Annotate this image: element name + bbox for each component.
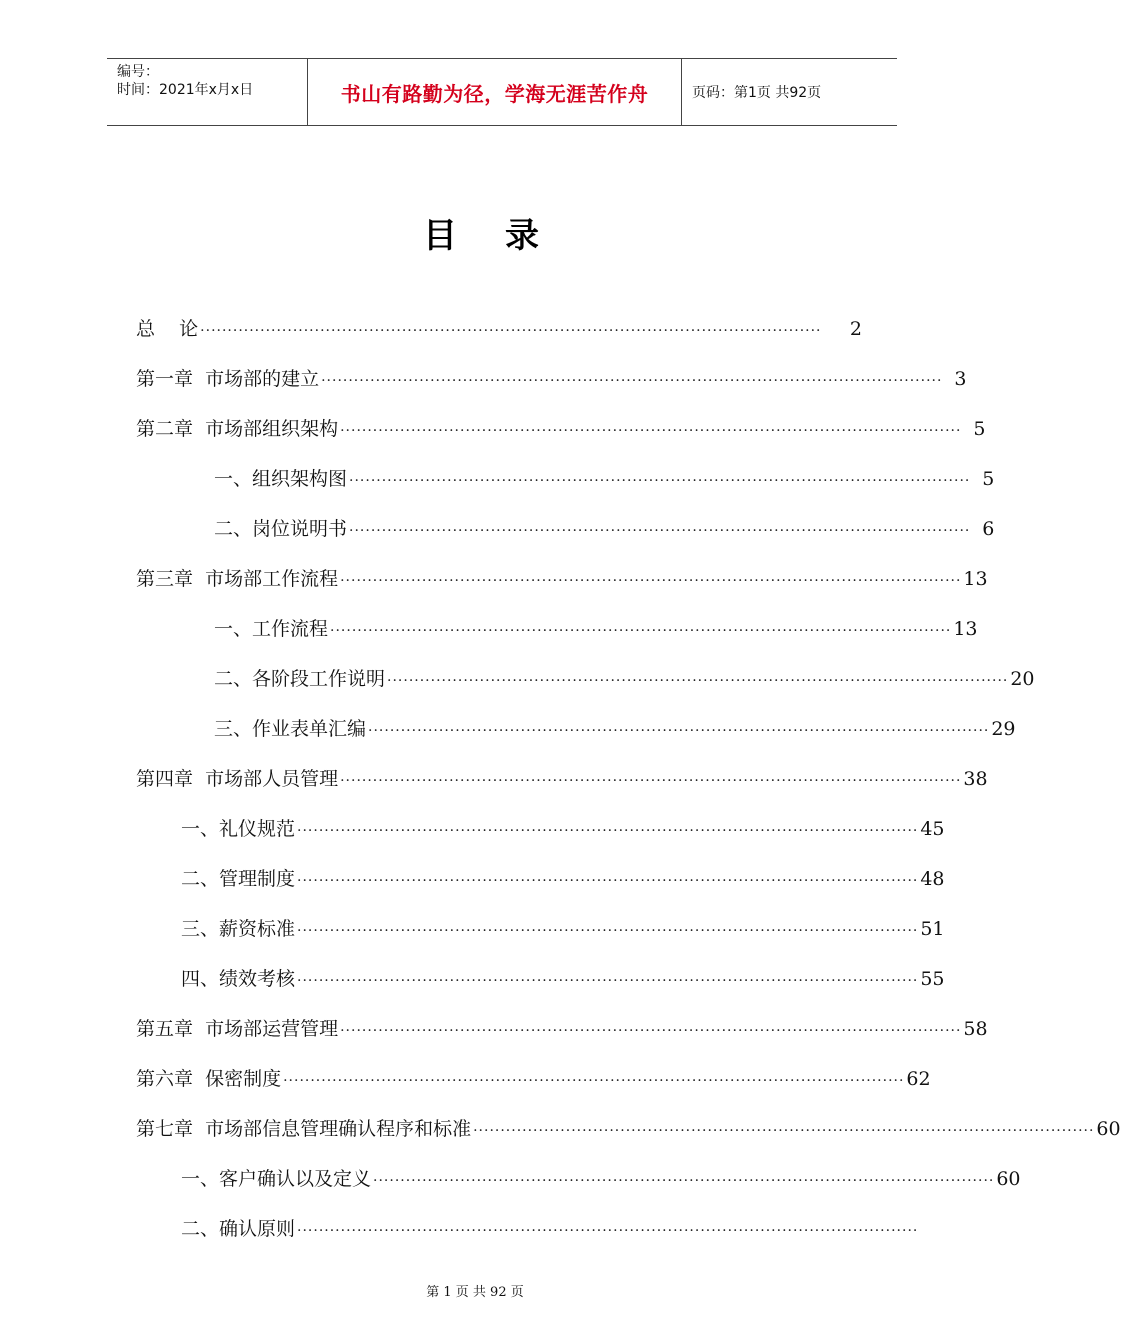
toc-entry[interactable] <box>181 914 945 944</box>
toc-leader-dots: ·················································································································· <box>340 573 962 589</box>
toc-entry-label: 一、工作流程 <box>214 618 329 640</box>
toc-leader-dots: ·················································································································· <box>297 823 919 839</box>
header-meta <box>107 59 308 125</box>
toc-entry-page: 48 <box>920 868 945 890</box>
page-footer: 第 1 页 共 92 页 <box>426 1285 524 1300</box>
toc-entry-label: 一、礼仪规范 <box>181 818 296 840</box>
toc-leader-dots: ·················································································································· <box>340 773 962 789</box>
toc-entry-label: 二、各阶段工作说明 <box>214 668 386 690</box>
toc-entry-page: 51 <box>920 918 945 940</box>
toc-entry-page: 13 <box>963 568 988 590</box>
toc-entry-label: 二、管理制度 <box>181 868 296 890</box>
toc-entry[interactable] <box>136 764 988 794</box>
toc-entry-page: 38 <box>963 768 988 790</box>
toc-entry[interactable] <box>136 1014 988 1044</box>
toc-entry[interactable] <box>136 364 967 394</box>
toc-leader-dots: ·················································································································· <box>368 723 990 739</box>
toc-entry[interactable] <box>214 714 1016 744</box>
toc-entry-label: 三、薪资标准 <box>181 918 296 940</box>
toc-entry-page: 55 <box>920 968 945 990</box>
date-label: 时间：2021年x月x日 <box>117 82 254 98</box>
toc-entry-page: 45 <box>920 818 945 840</box>
page-header <box>107 58 897 126</box>
toc-entry[interactable] <box>214 664 1035 694</box>
toc-entry-page: 60 <box>1096 1118 1121 1140</box>
toc-entry[interactable] <box>214 614 978 644</box>
toc-entry-label: 第七章 市场部信息管理确认程序和标准 <box>136 1118 472 1140</box>
toc-entry-label: 第二章 市场部组织架构 <box>136 418 339 440</box>
toc-leader-dots: ·················································································································· <box>349 473 971 489</box>
toc-leader-dots: ·················································································································· <box>330 623 952 639</box>
toc-leader-dots: ·················································································································· <box>473 1123 1095 1139</box>
toc-entry-page: 29 <box>991 718 1016 740</box>
toc-entry-label: 三、作业表单汇编 <box>214 718 367 740</box>
toc-entry-label: 第四章 市场部人员管理 <box>136 768 339 790</box>
toc-entry-label: 第六章 保密制度 <box>136 1068 282 1090</box>
toc-entry-page: 3 <box>954 368 967 390</box>
toc-leader-dots: ·················································································································· <box>321 373 943 389</box>
toc-leader-dots: ·················································································································· <box>340 1023 962 1039</box>
header-page-info: 页码：第1页 共92页 <box>692 85 822 101</box>
toc-entry-page: 20 <box>1010 668 1035 690</box>
toc-entry[interactable] <box>136 1114 1121 1144</box>
toc-entry[interactable] <box>136 564 988 594</box>
toc-entry[interactable] <box>136 314 862 344</box>
toc-leader-dots: ·················································································································· <box>200 323 822 339</box>
toc-entry-page: 58 <box>963 1018 988 1040</box>
toc-leader-dots: ·················································································································· <box>297 923 919 939</box>
page-title: 目录 <box>423 216 587 256</box>
toc-entry[interactable] <box>214 514 995 544</box>
toc-leader-dots: ·················································································································· <box>297 1223 919 1239</box>
toc-entry-label: 第一章 市场部的建立 <box>136 368 320 390</box>
toc-entry[interactable] <box>136 1064 931 1094</box>
toc-entry-page: 62 <box>906 1068 931 1090</box>
toc-entry-page: 5 <box>973 418 986 440</box>
toc-entry-label: 一、组织架构图 <box>214 468 348 490</box>
toc-leader-dots: ·················································································································· <box>387 673 1009 689</box>
toc-entry-label: 第五章 市场部运营管理 <box>136 1018 339 1040</box>
toc-entry[interactable] <box>181 1214 919 1244</box>
toc-leader-dots: ·················································································································· <box>297 973 919 989</box>
toc-leader-dots: ·················································································································· <box>373 1173 995 1189</box>
toc-entry[interactable] <box>181 1164 1021 1194</box>
toc-entry-label: 二、确认原则 <box>181 1218 296 1240</box>
toc-leader-dots: ·················································································································· <box>297 873 919 889</box>
toc-leader-dots: ·················································································································· <box>340 423 962 439</box>
toc-entry-label: 二、岗位说明书 <box>214 518 348 540</box>
toc-entry-page: 13 <box>953 618 978 640</box>
toc-entry[interactable] <box>181 814 945 844</box>
toc-leader-dots: ·················································································································· <box>349 523 971 539</box>
toc-entry-label: 四、绩效考核 <box>181 968 296 990</box>
header-motto: 书山有路勤为径，学海无涯苦作舟 <box>308 59 682 125</box>
toc-entry[interactable] <box>214 464 995 494</box>
toc-entry[interactable] <box>136 414 986 444</box>
toc-entry-label: 总 论 <box>136 318 199 340</box>
toc-entry-label: 第三章 市场部工作流程 <box>136 568 339 590</box>
toc-entry-label: 一、客户确认以及定义 <box>181 1168 372 1190</box>
doc-number-label: 编号： <box>117 64 159 80</box>
toc-entry-page: 2 <box>849 318 862 340</box>
toc-entry[interactable] <box>181 964 945 994</box>
toc-entry-page: 6 <box>982 518 995 540</box>
toc-entry[interactable] <box>181 864 945 894</box>
toc-entry-page: 5 <box>982 468 995 490</box>
toc-entry-page: 60 <box>996 1168 1021 1190</box>
toc-leader-dots: ·················································································································· <box>283 1073 905 1089</box>
